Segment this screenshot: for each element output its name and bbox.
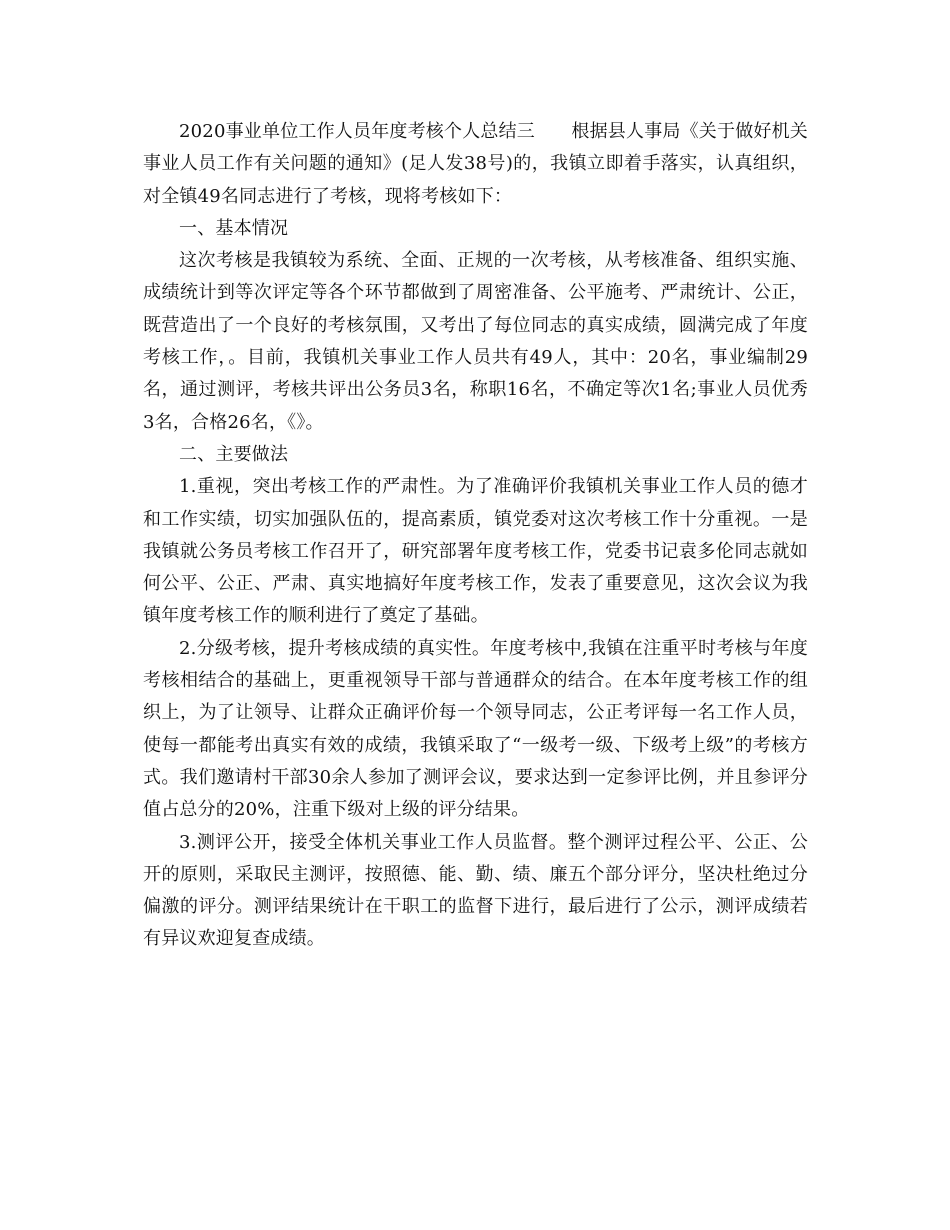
paragraph-method-3: 3.测评公开，接受全体机关事业工作人员监督。整个测评过程公平、公正、公开的原则，采取民主测评，按照德、能、勤、绩、廉五个部分评分，坚决杜绝过分偏激的评分。测评结果统计在干职工的监督下进行，最后进行了公示，测评成绩若有异议欢迎复查成绩。 [143,831,808,950]
section-heading-basic: 一、基本情况 [179,217,289,239]
section-heading-methods: 二、主要做法 [179,443,289,465]
document-page [143,116,808,956]
paragraph-intro: 2020事业单位工作人员年度考核个人总结三 根据县人事局《关于做好机关事业人员工作有关问题的通知》(足人发38号)的，我镇立即着手落实，认真组织，对全镇49名同志进行了考核，现将考核如下： [143,121,809,207]
paragraph-method-1: 1.重视，突出考核工作的严肃性。为了准确评价我镇机关事业工作人员的德才和工作实绩，切实加强队伍的，提高素质，镇党委对这次考核工作十分重视。一是我镇就公务员考核工作召开了，研究部署年度考核工作，党委书记袁多伦同志就如何公平、公正、严肃、真实地搞好年度考核工作，发表了重要意见，这次会议为我镇年度考核工作的顺利进行了奠定了基础。 [143,476,808,627]
paragraph-basic-situation: 这次考核是我镇较为系统、全面、正规的一次考核，从考核准备、组织实施、成绩统计到等次评定等各个环节都做到了周密准备、公平施考、严肃统计、公正，既营造出了一个良好的考核氛围，又考出了每位同志的真实成绩，圆满完成了年度考核工作，。目前，我镇机关事业工作人员共有49人，其中：20名，事业编制29名，通过测评，考核共评出公务员3名，称职16名，不确定等次1名;事业人员优秀3名，合格26名，《》。 [143,250,808,433]
paragraph-method-2: 2.分级考核，提升考核成绩的真实性。年度考核中,我镇在注重平时考核与年度考核相结合的基础上，更重视领导干部与普通群众的结合。在本年度考核工作的组织上，为了让领导、让群众正确评价每一个领导同志，公正考评每一名工作人员，使每一都能考出真实有效的成绩，我镇采取了“一级考一级、下级考上级”的考核方式。我们邀请村干部30余人参加了测评会议，要求达到一定参评比例，并且参评分值占总分的20%，注重下级对上级的评分结果。 [143,637,808,821]
